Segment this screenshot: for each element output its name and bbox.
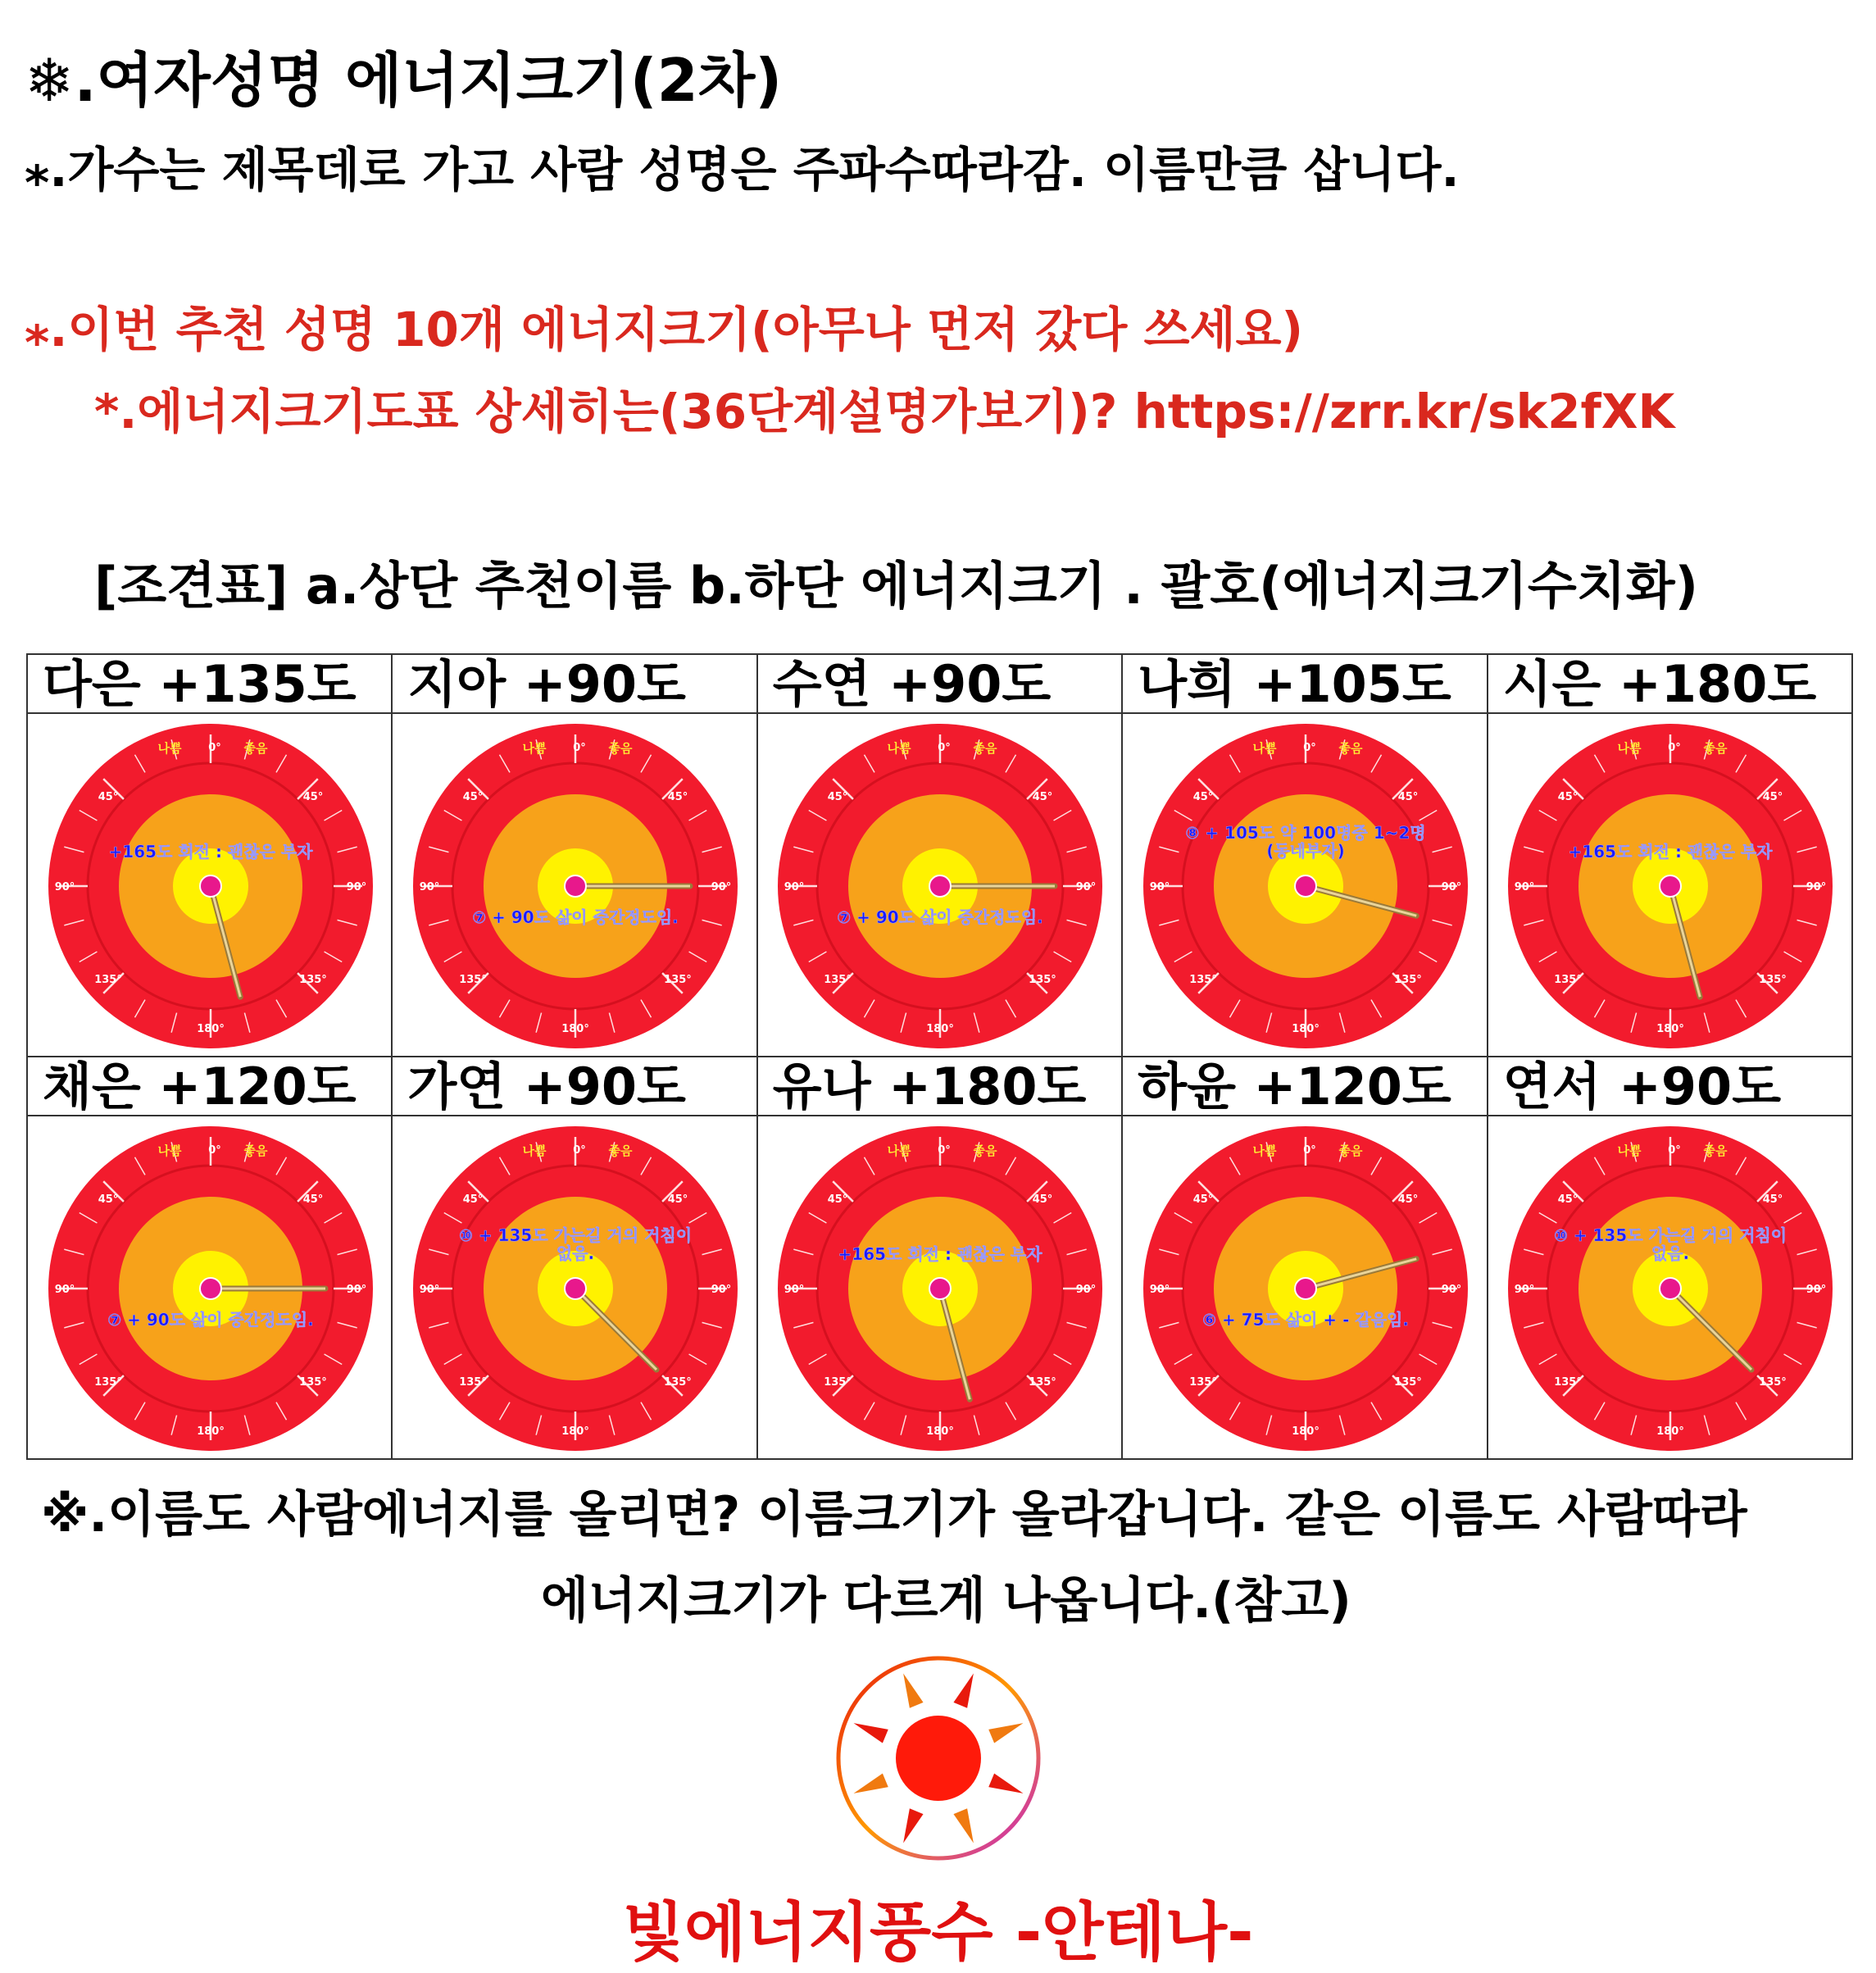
dial-cell <box>28 1116 393 1460</box>
dial-label-deg0: 0° <box>938 741 952 754</box>
energy-dial-chart <box>1506 722 1834 1050</box>
dial-cell <box>393 1116 757 1460</box>
dial-label-good: 좋음 <box>1703 740 1728 756</box>
subtitle-text: ⁎.가수는 제목데로 가고 사람 성명은 주파수따라감. 이름만큼 삽니다. <box>25 142 1460 198</box>
dial-cell <box>758 1116 1123 1460</box>
dial-label-good: 좋음 <box>1338 1143 1363 1158</box>
dial-label-deg180: 180° <box>926 1425 955 1438</box>
dial-label-deg90: 90° <box>1441 1283 1462 1296</box>
dial-label-deg180: 180° <box>196 1022 225 1035</box>
dial-label-deg0: 0° <box>207 1143 221 1157</box>
dial-label-deg135: 135° <box>298 973 327 986</box>
dial-label-deg180: 180° <box>926 1022 955 1035</box>
dial-annotation: ⑦ + 90도 삶이 중간정도임. <box>837 907 1044 927</box>
name-header: 시은 +180도 <box>1488 655 1853 714</box>
dial-center-pin <box>565 1278 586 1299</box>
dial-label-deg135: 135° <box>298 1375 327 1389</box>
dial-label-deg135: 135° <box>459 973 487 986</box>
recommend-text: ⁎.이번 추천 성명 10개 에너지크기(아무나 먼저 갔다 쓰세요) <box>25 302 1304 357</box>
note-line-2: 에너지크기가 다르게 나옵니다.(참고) <box>541 1572 1351 1630</box>
dial-label-deg90: 90° <box>346 1283 366 1296</box>
dial-annotation: +165도 회전 : 괜찮은 부자 <box>108 841 313 861</box>
condition-heading: [조견표] a.상단 추천이름 b.하단 에너지크기 . 괄호(에너지크기수치화) <box>94 556 1698 616</box>
energy-dial-chart <box>776 722 1104 1050</box>
name-energy-table <box>26 653 1853 1460</box>
dial-label-deg45: 45° <box>1557 790 1578 803</box>
dial-center-pin <box>1660 1278 1681 1299</box>
dial-label-deg180: 180° <box>561 1425 589 1438</box>
dial-label-bad: 나쁨 <box>157 1143 182 1158</box>
dial-label-deg180: 180° <box>1656 1425 1685 1438</box>
dial-label-deg135: 135° <box>824 1375 852 1389</box>
dial-label-good: 좋음 <box>973 740 997 756</box>
dial-label-bad: 나쁨 <box>887 740 911 756</box>
dial-label-bad: 나쁨 <box>1617 1143 1642 1158</box>
name-header: 수연 +90도 <box>758 655 1123 714</box>
dial-label-good: 좋음 <box>243 1143 268 1158</box>
dial-cell <box>1488 714 1853 1057</box>
dial-label-deg0: 0° <box>1668 1143 1682 1157</box>
dial-label-deg45: 45° <box>98 790 118 803</box>
dial-label-deg135: 135° <box>1189 1375 1217 1389</box>
dial-label-deg90: 90° <box>1076 880 1097 893</box>
dial-label-bad: 나쁨 <box>157 740 182 756</box>
dial-center-pin <box>200 875 221 897</box>
dial-label-deg90: 90° <box>419 1283 440 1296</box>
dial-annotation: +165도 회전 : 괜찮은 부자 <box>1568 841 1773 861</box>
dial-label-deg45: 45° <box>302 1193 323 1206</box>
dial-label-deg0: 0° <box>1303 741 1316 754</box>
name-header: 가연 +90도 <box>393 1057 757 1116</box>
dial-center-pin <box>929 875 951 897</box>
dial-label-deg90: 90° <box>1441 880 1462 893</box>
energy-dial-chart <box>411 1125 739 1452</box>
energy-dial-chart <box>47 1125 375 1452</box>
dial-label-deg180: 180° <box>1292 1425 1320 1438</box>
dial-label-deg135: 135° <box>824 973 852 986</box>
dial-center-pin <box>1295 1278 1316 1299</box>
dial-label-deg135: 135° <box>1554 973 1583 986</box>
dial-label-deg0: 0° <box>1303 1143 1316 1157</box>
dial-cell <box>28 714 393 1057</box>
dial-label-deg135: 135° <box>93 973 122 986</box>
dial-label-deg0: 0° <box>1668 741 1682 754</box>
dial-label-good: 좋음 <box>1338 740 1363 756</box>
dial-label-bad: 나쁨 <box>887 1143 911 1158</box>
dial-label-good: 좋음 <box>973 1143 997 1158</box>
energy-dial-chart <box>1506 1125 1834 1452</box>
dial-label-good: 좋음 <box>243 740 268 756</box>
dial-label-bad: 나쁨 <box>522 740 547 756</box>
dial-label-deg135: 135° <box>1394 1375 1422 1389</box>
dial-label-deg90: 90° <box>54 1283 75 1296</box>
dial-label-deg90: 90° <box>1514 880 1535 893</box>
dial-label-deg135: 135° <box>1394 973 1422 986</box>
name-header: 연서 +90도 <box>1488 1057 1853 1116</box>
dial-label-deg0: 0° <box>573 741 586 754</box>
dial-annotation: +165도 회전 : 괜찮은 부자 <box>838 1243 1042 1264</box>
dial-cell <box>1488 1116 1853 1460</box>
dial-label-deg45: 45° <box>462 790 484 803</box>
dial-label-deg90: 90° <box>784 880 805 893</box>
dial-label-deg45: 45° <box>1762 1193 1783 1206</box>
dial-annotation: ⑦ + 90도 삶이 중간정도임. <box>472 907 679 927</box>
dial-label-deg45: 45° <box>1557 1193 1578 1206</box>
dial-label-deg45: 45° <box>302 790 323 803</box>
dial-label-deg180: 180° <box>561 1022 589 1035</box>
dial-center-pin <box>929 1278 951 1299</box>
dial-annotation: (동네부자) <box>1266 840 1345 861</box>
detail-link-text[interactable]: *.에너지크기도표 상세히는(36단계설명가보기)? https://zrr.kr/sk2fXK <box>94 384 1675 439</box>
name-header: 하윤 +120도 <box>1123 1057 1488 1116</box>
energy-dial-chart <box>1142 722 1469 1050</box>
dial-label-deg180: 180° <box>1292 1022 1320 1035</box>
dial-label-deg45: 45° <box>1192 1193 1214 1206</box>
dial-label-deg0: 0° <box>938 1143 952 1157</box>
dial-label-bad: 나쁨 <box>1617 740 1642 756</box>
dial-label-deg0: 0° <box>573 1143 586 1157</box>
dial-label-deg45: 45° <box>1192 790 1214 803</box>
energy-dial-chart <box>411 722 739 1050</box>
name-header: 나희 +105도 <box>1123 655 1488 714</box>
dial-annotation: 없음. <box>556 1243 595 1263</box>
dial-label-deg45: 45° <box>462 1193 484 1206</box>
dial-center-pin <box>565 875 586 897</box>
dial-label-deg45: 45° <box>828 790 848 803</box>
dial-label-deg45: 45° <box>1033 1193 1053 1206</box>
energy-dial-chart <box>1142 1125 1469 1452</box>
dial-label-deg45: 45° <box>667 1193 688 1206</box>
dial-label-deg45: 45° <box>1397 1193 1419 1206</box>
dial-annotation: ⑩ + 135도 가는길 거의 거침이 <box>459 1225 693 1245</box>
name-header: 다은 +135도 <box>28 655 393 714</box>
dial-label-deg45: 45° <box>667 790 688 803</box>
dial-annotation: ⑧ + 105도 약 100명중 1~2명 <box>1185 822 1426 843</box>
dial-label-deg90: 90° <box>419 880 440 893</box>
sun-logo-icon <box>834 1654 1042 1862</box>
note-line-1: ※.이름도 사람에너지를 올리면? 이름크기가 올라갑니다. 같은 이름도 사람따라 <box>41 1486 1747 1543</box>
dial-label-deg90: 90° <box>54 880 75 893</box>
dial-label-deg90: 90° <box>1514 1283 1535 1296</box>
name-header: 채은 +120도 <box>28 1057 393 1116</box>
dial-label-deg135: 135° <box>664 973 692 986</box>
dial-annotation: ⑩ + 135도 가는길 거의 거침이 <box>1554 1225 1787 1245</box>
dial-label-deg180: 180° <box>1656 1022 1685 1035</box>
dial-label-bad: 나쁨 <box>1252 1143 1277 1158</box>
page-title: ❄.여자성명 에너지크기(2차) <box>25 46 783 115</box>
energy-dial-chart <box>776 1125 1104 1452</box>
dial-center-pin <box>1295 875 1316 897</box>
dial-label-deg135: 135° <box>1759 1375 1787 1389</box>
dial-cell <box>1123 714 1488 1057</box>
dial-cell <box>393 714 757 1057</box>
dial-center-pin <box>1660 875 1681 897</box>
dial-cell <box>758 714 1123 1057</box>
dial-label-deg135: 135° <box>1759 973 1787 986</box>
energy-dial-chart <box>47 722 375 1050</box>
dial-label-deg45: 45° <box>98 1193 118 1206</box>
dial-label-deg0: 0° <box>207 741 221 754</box>
dial-label-deg90: 90° <box>1149 880 1170 893</box>
dial-label-deg45: 45° <box>1033 790 1053 803</box>
dial-label-deg90: 90° <box>784 1283 805 1296</box>
dial-label-deg45: 45° <box>1762 790 1783 803</box>
dial-label-deg90: 90° <box>1806 1283 1827 1296</box>
dial-label-deg135: 135° <box>93 1375 122 1389</box>
dial-label-good: 좋음 <box>608 1143 633 1158</box>
dial-cell <box>1123 1116 1488 1460</box>
dial-annotation: 없음. <box>1651 1243 1690 1263</box>
dial-label-deg90: 90° <box>1076 1283 1097 1296</box>
dial-label-good: 좋음 <box>608 740 633 756</box>
dial-label-bad: 나쁨 <box>522 1143 547 1158</box>
dial-label-deg45: 45° <box>1397 790 1419 803</box>
dial-label-deg90: 90° <box>346 880 366 893</box>
dial-label-deg45: 45° <box>828 1193 848 1206</box>
name-header: 지아 +90도 <box>393 655 757 714</box>
dial-label-deg135: 135° <box>664 1375 692 1389</box>
dial-label-deg180: 180° <box>196 1425 225 1438</box>
dial-label-deg90: 90° <box>711 1283 732 1296</box>
dial-label-deg135: 135° <box>1189 973 1217 986</box>
dial-label-deg90: 90° <box>1149 1283 1170 1296</box>
dial-label-deg90: 90° <box>1806 880 1827 893</box>
dial-annotation: ⑥ + 75도 삶이 + - 같음임. <box>1201 1309 1409 1330</box>
dial-label-deg135: 135° <box>1029 1375 1057 1389</box>
name-header: 유나 +180도 <box>758 1057 1123 1116</box>
dial-annotation: ⑦ + 90도 삶이 중간정도임. <box>107 1309 314 1330</box>
dial-label-good: 좋음 <box>1703 1143 1728 1158</box>
dial-label-deg135: 135° <box>1029 973 1057 986</box>
dial-label-deg90: 90° <box>711 880 732 893</box>
dial-label-deg135: 135° <box>459 1375 487 1389</box>
dial-label-bad: 나쁨 <box>1252 740 1277 756</box>
dial-label-deg135: 135° <box>1554 1375 1583 1389</box>
brand-footer: 빛에너지풍수 -안테나- <box>622 1896 1254 1970</box>
dial-center-pin <box>200 1278 221 1299</box>
